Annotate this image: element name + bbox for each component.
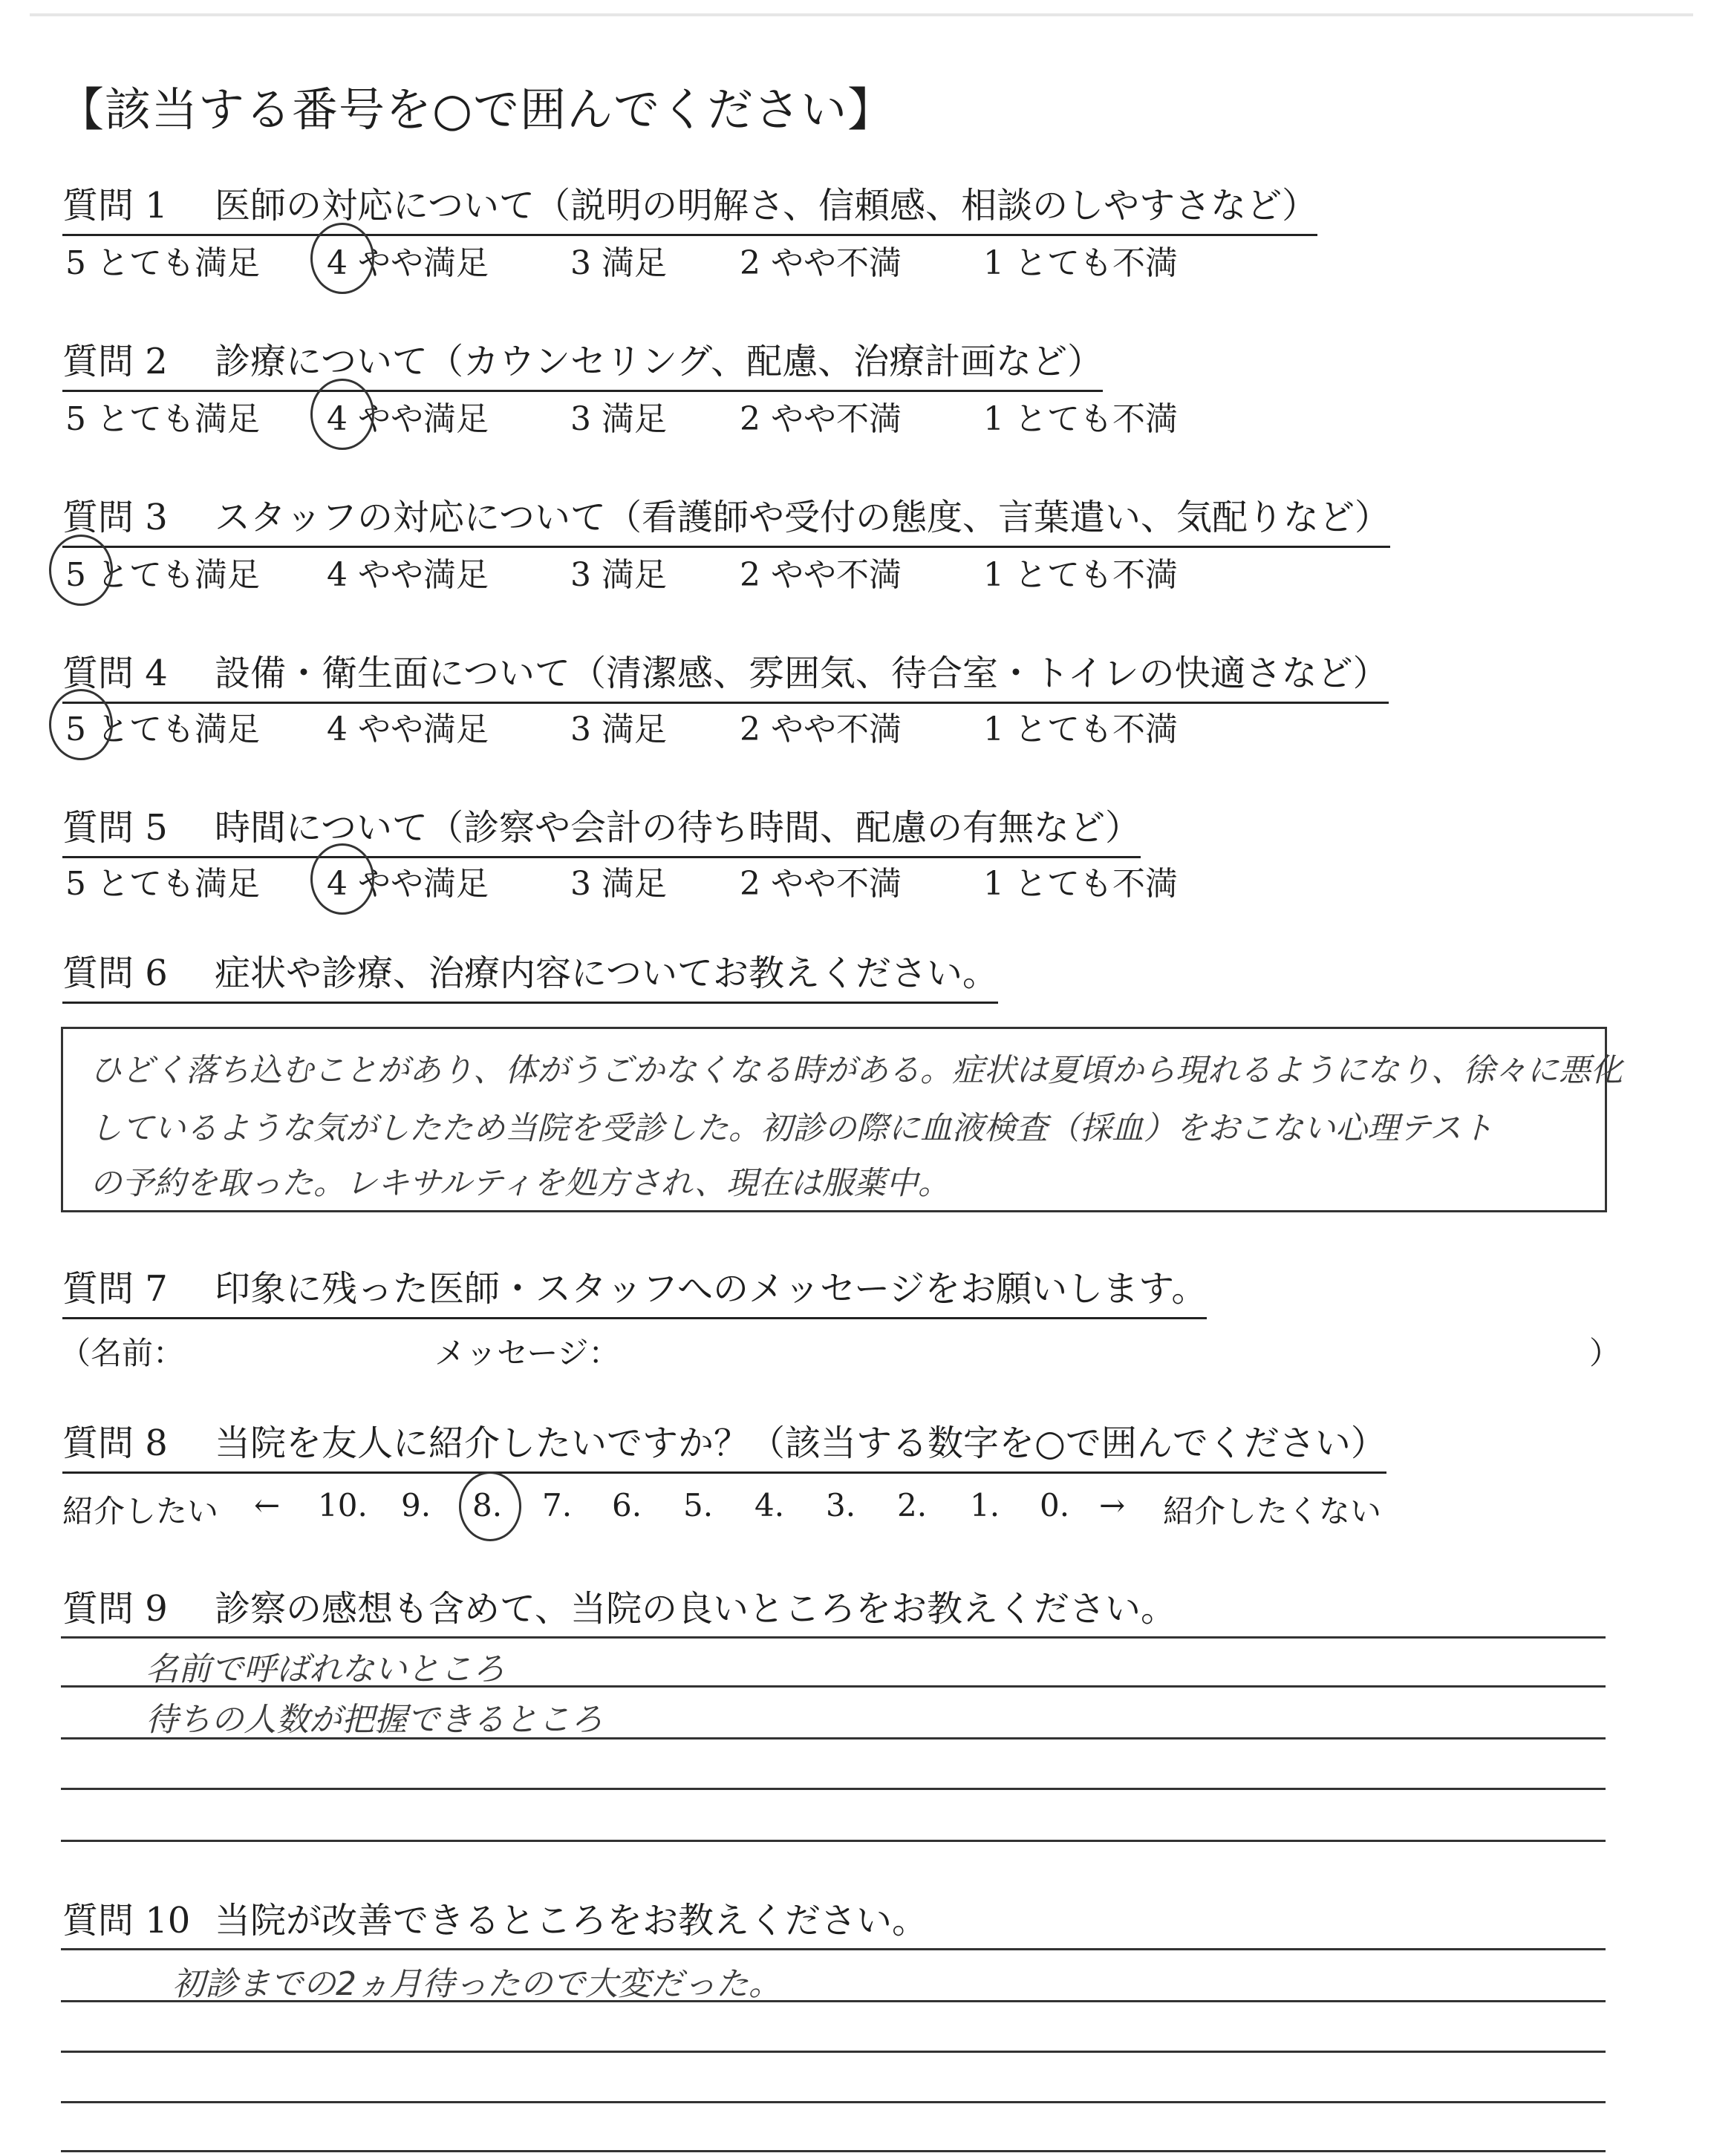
q3-option-1[interactable]: 1 とても不満 xyxy=(983,556,1178,594)
q1-heading xyxy=(62,177,1317,236)
q7-number: 質問 7 xyxy=(62,1268,168,1310)
q4-option-5[interactable]: 5 とても満足 xyxy=(65,710,260,748)
q2-number: 質問 2 xyxy=(62,341,168,382)
q6-answer-line-2: しているような気がしたため当院を受診した。初診の際に血液検査（採血）をおこない心理テスト xyxy=(90,1110,1494,1147)
q5-option-2[interactable]: 2 やや不満 xyxy=(740,865,902,903)
q5-option-3[interactable]: 3 満足 xyxy=(570,865,667,903)
q5-option-5[interactable]: 5 とても満足 xyxy=(65,865,260,903)
q3-option-4[interactable]: 4 やや満足 xyxy=(327,556,489,594)
q1-option-4[interactable]: 4 やや満足 xyxy=(327,244,489,282)
q2-text: 診療について（カウンセリング、配慮、治療計画など） xyxy=(215,341,1104,382)
scan-top-edge xyxy=(30,13,1693,16)
q3-option-2[interactable]: 2 やや不満 xyxy=(740,556,902,594)
q9-line-1 xyxy=(61,1636,1606,1639)
q4-number: 質問 4 xyxy=(62,653,168,694)
q3-heading xyxy=(62,489,1390,548)
q10-line-3 xyxy=(61,2051,1606,2053)
q5-option-1[interactable]: 1 とても不満 xyxy=(983,865,1178,903)
q8-scale-0[interactable]: 0. xyxy=(1040,1487,1070,1523)
q8-scale-9[interactable]: 9. xyxy=(401,1487,431,1523)
q6-text: 症状や診療、治療内容についてお教えください。 xyxy=(215,953,999,994)
q2-selection-circle xyxy=(310,379,374,450)
q8-number: 質問 8 xyxy=(62,1422,168,1464)
q5-number: 質問 5 xyxy=(62,807,168,849)
q9-answer-1: 名前で呼ばれないところ xyxy=(146,1650,505,1688)
q6-answer-box[interactable] xyxy=(61,1027,1623,1212)
q2-option-1[interactable]: 1 とても不満 xyxy=(983,400,1178,438)
q6-answer-line-3: の予約を取った。レキサルティを処方され、現在は服薬中。 xyxy=(90,1165,950,1202)
q8-text: 当院を友人に紹介したいですか？（該当する数字を○で囲んでください） xyxy=(215,1422,1386,1464)
q8-selection-circle xyxy=(459,1471,521,1541)
q6-heading xyxy=(62,944,998,1004)
q8-scale-3[interactable]: 3. xyxy=(826,1487,856,1523)
q1-option-5[interactable]: 5 とても満足 xyxy=(65,244,260,282)
q4-option-3[interactable]: 3 満足 xyxy=(570,710,667,748)
q8-scale-4[interactable]: 4. xyxy=(755,1487,785,1523)
q1-option-3[interactable]: 3 満足 xyxy=(570,244,667,282)
q4-options xyxy=(65,702,1224,747)
q6-answer-line-1: ひどく落ち込むことがあり、体がうごかなくなる時がある。症状は夏頃から現れるようになり、徐々に悪化 xyxy=(90,1052,1623,1089)
q2-option-4[interactable]: 4 やや満足 xyxy=(327,400,489,438)
q10-text: 当院が改善できるところをお教えください。 xyxy=(215,1900,928,1941)
q1-option-2[interactable]: 2 やや不満 xyxy=(740,244,902,282)
q5-options xyxy=(65,857,1224,901)
q4-heading xyxy=(62,644,1389,704)
q1-options xyxy=(65,236,1224,281)
q1-selection-circle xyxy=(310,223,374,294)
q10-answer-1: 初診までの2ヵ月待ったので大変だった。 xyxy=(172,1965,781,2003)
q9-text: 診察の感想も含めて、当院の良いところをお教えください。 xyxy=(215,1588,1177,1630)
q4-text: 設備・衛生面について（清潔感、雰囲気、待合室・トイレの快適さなど） xyxy=(215,653,1389,694)
q10-line-1 xyxy=(61,1948,1606,1950)
q2-options xyxy=(65,392,1224,437)
q2-option-3[interactable]: 3 満足 xyxy=(570,400,667,438)
q6-number: 質問 6 xyxy=(62,953,168,994)
q9-number: 質問 9 xyxy=(62,1588,168,1630)
q2-heading xyxy=(62,333,1103,392)
q7-message-label: メッセージ： xyxy=(434,1335,620,1371)
q2-option-5[interactable]: 5 とても満足 xyxy=(65,400,260,438)
q7-text: 印象に残った医師・スタッフへのメッセージをお願いします。 xyxy=(215,1268,1208,1310)
q3-text: スタッフの対応について（看護師や受付の態度、言葉遣い、気配りなど） xyxy=(215,497,1391,538)
q5-heading xyxy=(62,799,1141,858)
q1-number: 質問 1 xyxy=(62,185,168,226)
page-title: 【該当する番号を○で囲んでください】 xyxy=(58,82,895,137)
q1-option-1[interactable]: 1 とても不満 xyxy=(983,244,1178,282)
q8-right-arrow: → xyxy=(1099,1487,1126,1523)
q7-name-label: （名前： xyxy=(59,1335,185,1371)
q9-line-4 xyxy=(61,1788,1606,1790)
q4-selection-circle xyxy=(49,689,113,760)
q4-option-2[interactable]: 2 やや不満 xyxy=(740,710,902,748)
q5-text: 時間について（診察や会計の待ち時間、配慮の有無など） xyxy=(215,807,1141,849)
q7-heading xyxy=(62,1260,1207,1319)
q5-option-4[interactable]: 4 やや満足 xyxy=(327,865,489,903)
q3-number: 質問 3 xyxy=(62,497,168,538)
q7-close-paren: ） xyxy=(1589,1335,1621,1371)
q8-scale-5[interactable]: 5. xyxy=(683,1487,714,1523)
q8-scale-10[interactable]: 10. xyxy=(318,1487,368,1523)
q3-options xyxy=(65,548,1224,592)
q8-scale-8[interactable]: 8. xyxy=(472,1487,503,1523)
q1-text: 医師の対応について（説明の明解さ、信頼感、相談のしやすさなど） xyxy=(215,185,1318,226)
q8-scale-6[interactable]: 6. xyxy=(612,1487,642,1523)
q5-selection-circle xyxy=(310,843,374,915)
q8-scale-7[interactable]: 7. xyxy=(542,1487,573,1523)
q10-line-5 xyxy=(61,2150,1606,2152)
q8-left-label: 紹介したい xyxy=(62,1493,219,1529)
q2-option-2[interactable]: 2 やや不満 xyxy=(740,400,902,438)
q8-heading xyxy=(62,1414,1386,1474)
q9-answer-2: 待ちの人数が把握できるところ xyxy=(146,1701,603,1739)
q8-scale-1[interactable]: 1. xyxy=(970,1487,1000,1523)
q9-line-5 xyxy=(61,1840,1606,1842)
q8-scale-2[interactable]: 2. xyxy=(897,1487,928,1523)
q3-option-5[interactable]: 5 とても満足 xyxy=(65,556,260,594)
q9-heading xyxy=(62,1580,1176,1631)
q4-option-4[interactable]: 4 やや満足 xyxy=(327,710,489,748)
q8-right-label: 紹介したくない xyxy=(1163,1493,1382,1529)
q3-selection-circle xyxy=(49,535,113,606)
q10-heading xyxy=(62,1892,928,1943)
q3-option-3[interactable]: 3 満足 xyxy=(570,556,667,594)
q8-left-arrow: ← xyxy=(254,1487,281,1523)
q4-option-1[interactable]: 1 とても不満 xyxy=(983,710,1178,748)
q10-number: 質問 10 xyxy=(62,1900,191,1941)
q10-line-4 xyxy=(61,2101,1606,2103)
